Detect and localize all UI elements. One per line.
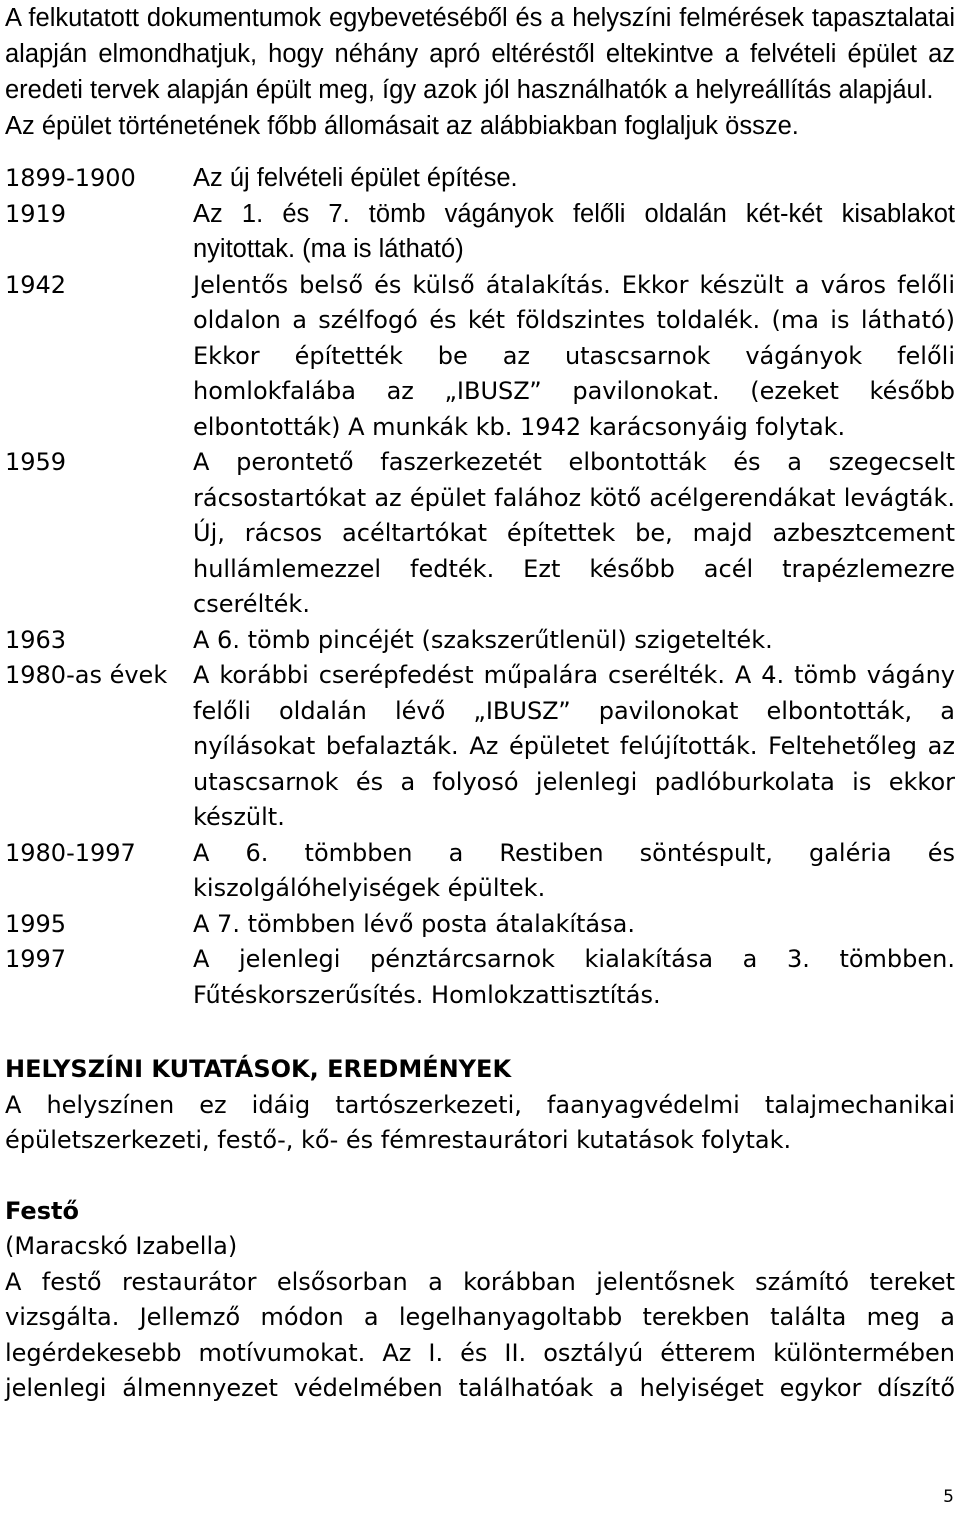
timeline-text: A jelenlegi pénztárcsarnok kialakítása a 3. tömbben. Fűtéskorszerűsítés. Homlokzattisztítás. — [193, 945, 955, 1009]
timeline-row — [5, 658, 955, 836]
timeline-text: A 7. tömbben lévő posta átalakítása. — [193, 909, 635, 938]
timeline-text: A perontető faszerkezetét elbontották és a szegecselt rácsostartókat az épület falához kötő acélgerendákat levágták. Új, rácsos acéltartókat építettek be, majd azbesztcement hullámlemezzel fedték. Ezt később acél trapézlemezre cserélték. — [193, 448, 955, 618]
timeline-year: 1980-1997 — [5, 838, 136, 867]
timeline-year: 1959 — [5, 448, 67, 476]
timeline-row — [5, 836, 955, 907]
timeline-row — [5, 197, 955, 268]
subsection-author: (Maracskó Izabella) — [5, 1232, 238, 1260]
timeline-year: 1942 — [5, 270, 67, 299]
subsection-heading: Festő — [5, 1196, 79, 1225]
timeline-year: 1963 — [5, 625, 67, 654]
timeline-year: 1899-1900 — [5, 164, 136, 192]
timeline-row — [5, 161, 955, 197]
timeline-year: 1995 — [5, 909, 67, 938]
history-timeline — [5, 161, 955, 1013]
timeline-year: 1997 — [5, 945, 67, 973]
document-page — [5, 0, 955, 1407]
timeline-row — [5, 445, 955, 623]
subsection-paragraph: A festő restaurátor elsősorban a korábban jelentősnek számító tereket vizsgálta. Jellemző módon a legelhanyagoltabb terekben találta meg a legérdekesebb motívumokat. Az I. és II. osztályú étterem különtermében jelenlegi álmennyezet védelmében találhatóak a helyiséget egykor díszítő — [5, 1267, 955, 1402]
intro-summary: Az épület történetének főbb állomásait az alábbiakban foglaljuk össze. — [5, 112, 799, 140]
timeline-text: A 6. tömb pincéjét (szakszerűtlenül) szigetelték. — [193, 625, 773, 654]
timeline-text: Az 1. és 7. tömb vágányok felőli oldalán két-két kisablakot nyitottak. (ma is látható) — [193, 199, 955, 263]
page-number: 5 — [943, 1487, 954, 1507]
timeline-text: Jelentős belső és külső átalakítás. Ekkor készült a város felőli oldalon a szélfogó és két földszintes toldalék. (ma is látható) Ekkor építették be az utascsarnok vágányok felőli homlokfalába az „IBUSZ” pavilonokat. (ezeket később elbontották) A munkák kb. 1942 karácsonyáig folytak. — [193, 270, 955, 441]
timeline-text: A 6. tömbben a Restiben söntéspult, galéria és kiszolgálóhelyiségek épültek. — [193, 838, 955, 902]
timeline-text: Az új felvételi épület építése. — [193, 164, 518, 192]
intro-paragraph: A felkutatott dokumentumok egybevetéséből és a helyszíni felmérések tapasztalatai alapján elmondhatjuk, hogy néhány apró eltéréstől eltekintve a felvételi épület az eredeti tervek alapján épült meg, így azok jól használhatók a helyreállítás alapjául. — [5, 4, 955, 104]
section-paragraph: A helyszínen ez idáig tartószerkezeti, faanyagvédelmi talajmechanikai épületszerkezeti, festő-, kő- és fémrestaurátori kutatások folytak. — [5, 1090, 955, 1154]
timeline-text: A korábbi cserépfedést műpalára cserélték. A 4. tömb vágány felőli oldalán lévő „IBUSZ” pavilonokat elbontották, a nyílásokat befalazták. Az épületet felújították. Feltehetőleg az utascsarnok és a folyosó jelenlegi padlóburkolata is ekkor készült. — [193, 661, 955, 831]
timeline-row — [5, 623, 955, 659]
timeline-row — [5, 942, 955, 1013]
section-heading: HELYSZÍNI KUTATÁSOK, EREDMÉNYEK — [5, 1055, 512, 1083]
timeline-year: 1919 — [5, 199, 67, 228]
timeline-year: 1980-as évek — [5, 661, 168, 689]
timeline-row — [5, 907, 955, 943]
timeline-row — [5, 268, 955, 446]
